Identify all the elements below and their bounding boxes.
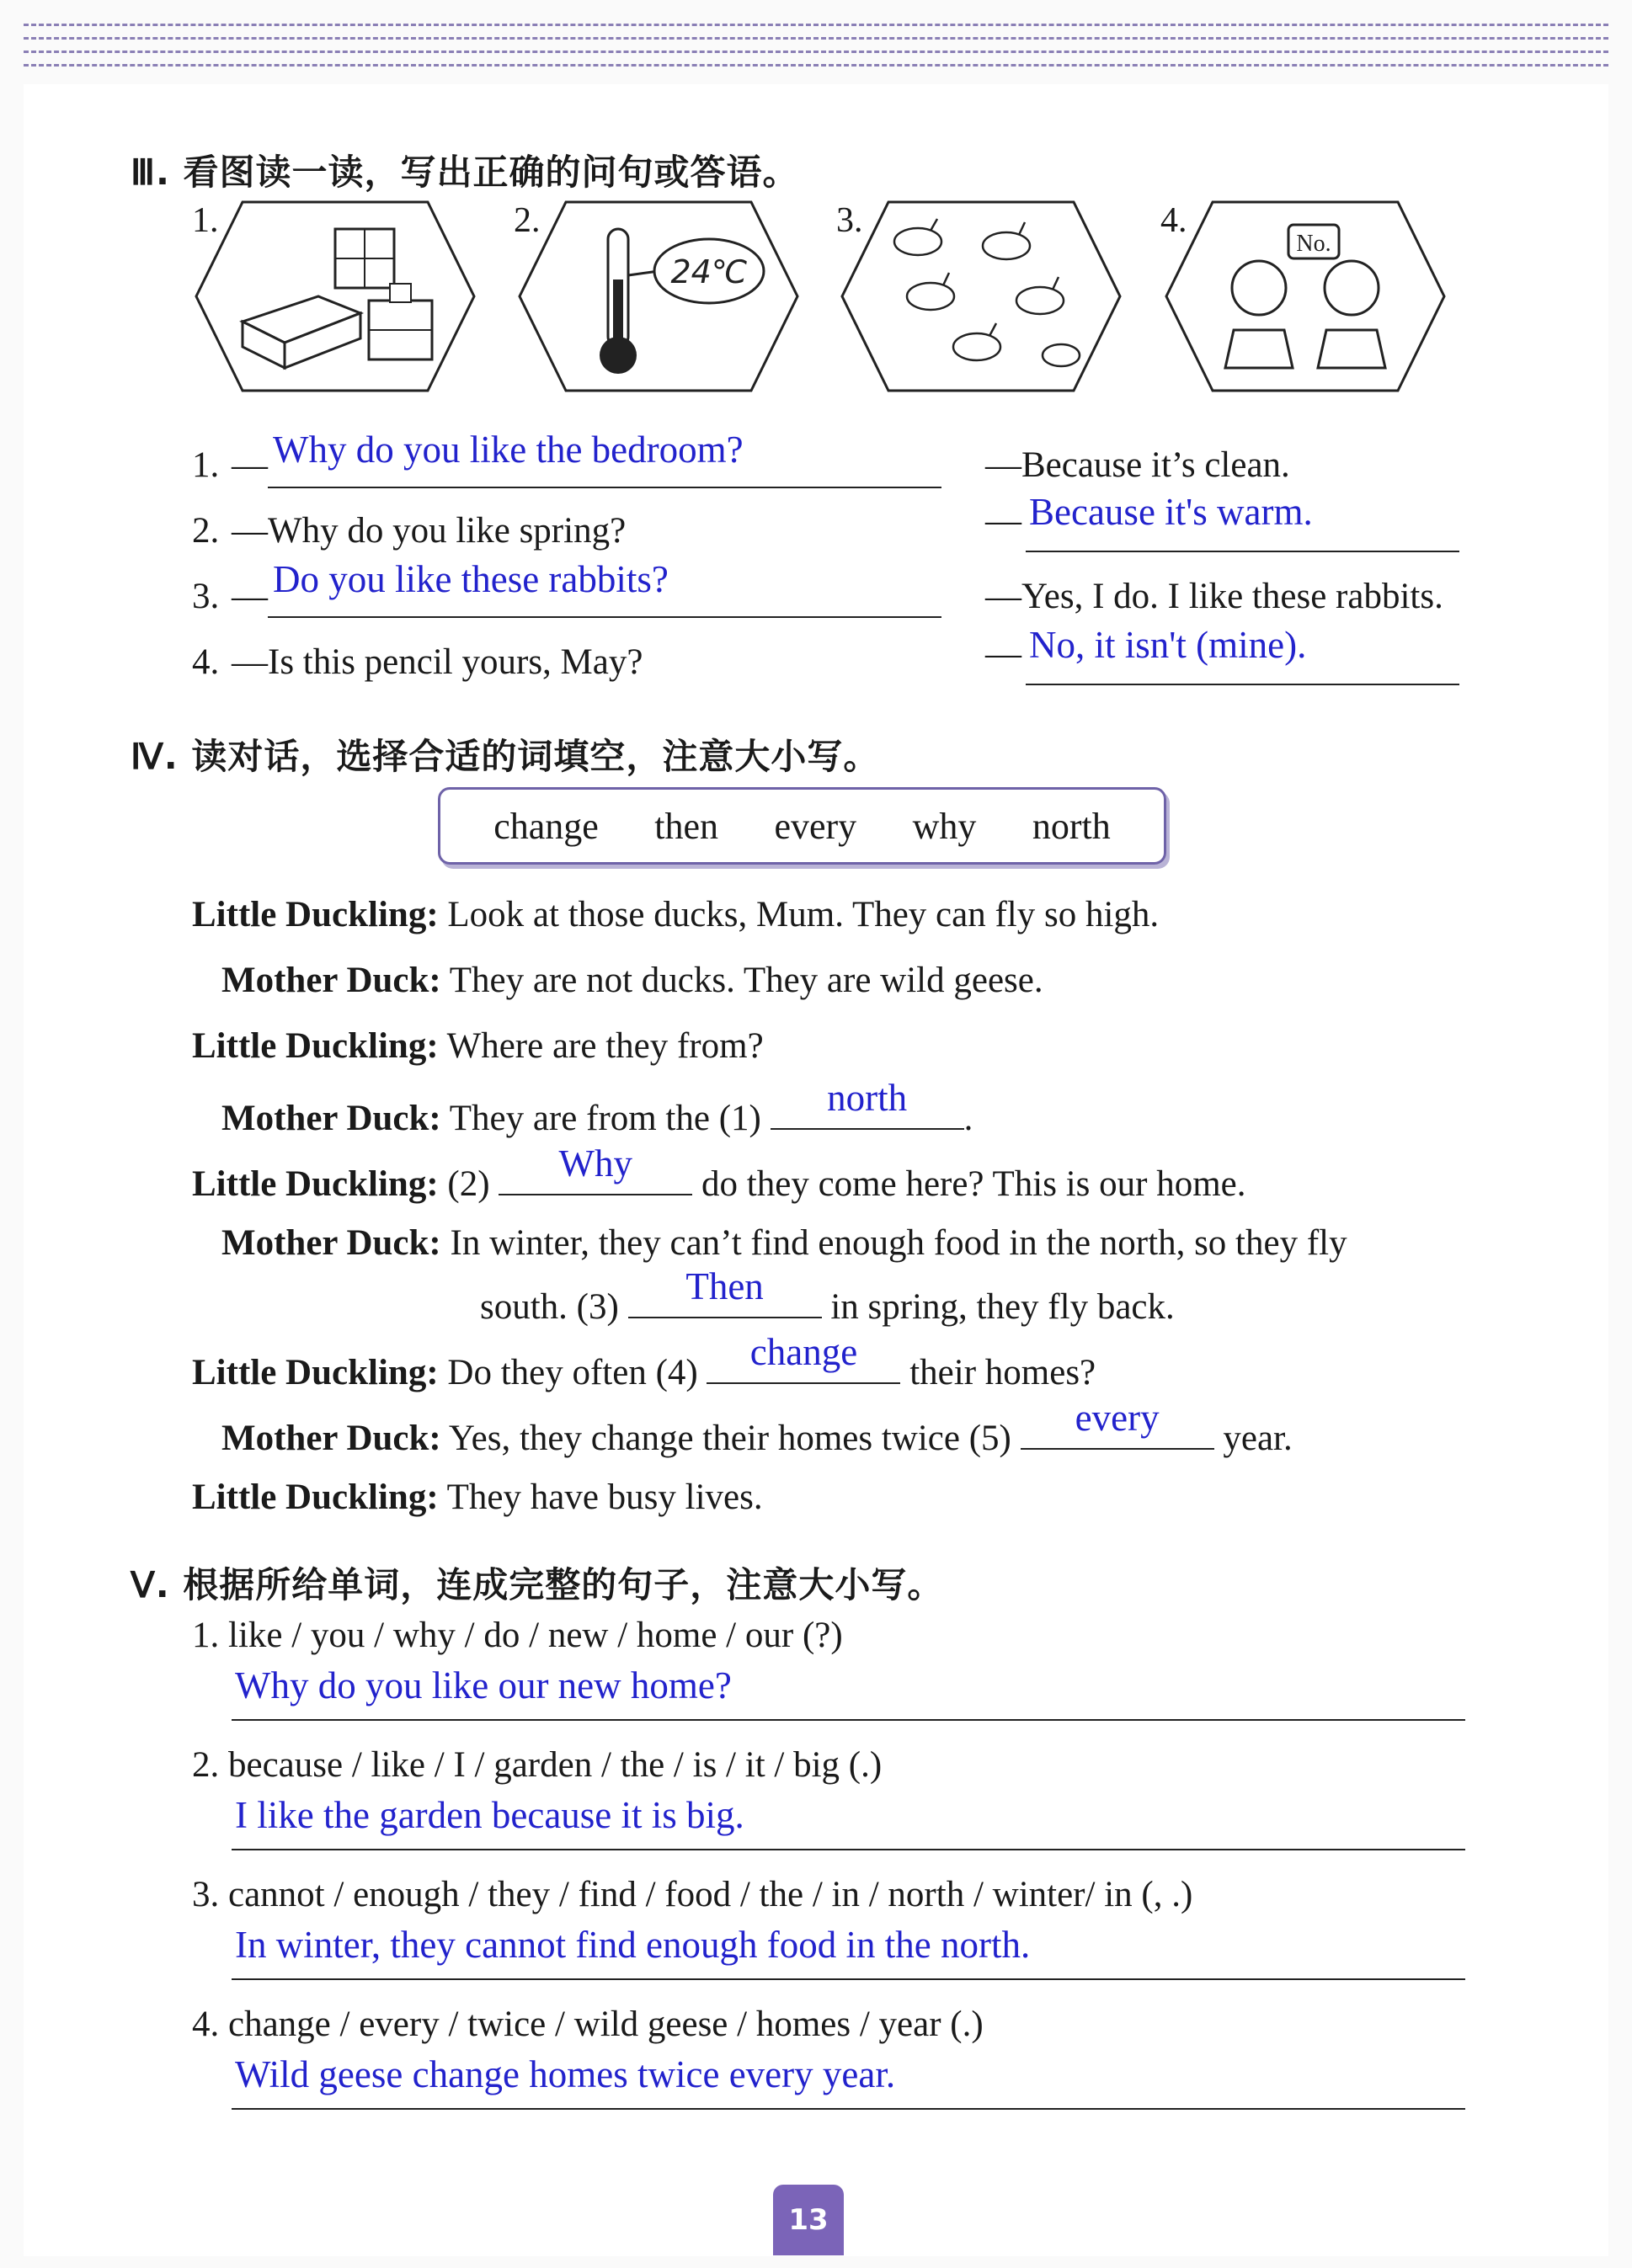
blank-5 [1021, 1397, 1214, 1450]
dialogue-text: (2) [447, 1164, 490, 1204]
q3-row2-question: —Why do you like spring? [232, 511, 627, 551]
blank-1 [771, 1077, 964, 1130]
dialogue-after: their homes? [909, 1353, 1096, 1392]
dialogue-text: Look at those ducks, Mum. They can fly so high. [447, 895, 1160, 934]
s5-item2-answer-line [232, 1790, 1465, 1850]
q3-row2-number: 2. [192, 511, 220, 551]
picture-number-3: 3. [836, 201, 863, 240]
s5-item4-answer-line [232, 2049, 1465, 2110]
dialogue-line-9 [192, 1477, 763, 1518]
q3-row4-question: —Is this pencil yours, May? [232, 642, 643, 682]
dialogue-text: They are from the (1) [449, 1099, 761, 1138]
dialogue-text: They are not ducks. They are wild geese. [449, 961, 1043, 1000]
s5-item4-prompt [192, 2004, 984, 2045]
speech-bubble-no: No. [1296, 231, 1331, 257]
q3-row1-answer-line [268, 421, 941, 488]
word-bank-then: then [654, 805, 719, 847]
q3-row3-dash: — [232, 577, 268, 616]
rabbits-picture [838, 195, 1124, 397]
s5-item3-prompt [192, 1874, 1192, 1915]
s5-item4-answer: Wild geese change homes twice every year. [235, 2053, 896, 2095]
dialogue-after: . [963, 1099, 973, 1138]
dialogue-line-6 [221, 1222, 1347, 1264]
blank-2-answer: Why [558, 1142, 633, 1185]
speaker-label: Little Duckling: [192, 1477, 439, 1517]
q3-row4-number: 4. [192, 642, 220, 682]
dialogue-line-3 [192, 1025, 764, 1067]
children-picture [1162, 195, 1448, 397]
dialogue-text: Where are they from? [446, 1026, 764, 1066]
section-3-title-text: . 看图读一读，写出正确的问句或答语。 [155, 152, 799, 193]
dialogue-text: They have busy lives. [446, 1477, 763, 1517]
s5-item3-answer: In winter, they cannot find enough food in the north. [235, 1924, 1031, 1966]
blank-3-answer: Then [685, 1265, 764, 1307]
top-dashed-border [24, 24, 1608, 71]
dialogue-line-5 [192, 1142, 1246, 1205]
q3-row2-answer-line [1026, 488, 1459, 552]
speaker-label: Little Duckling: [192, 1026, 439, 1066]
s5-item1-answer-line [232, 1660, 1465, 1721]
q3-row3-answer: Do you like these rabbits? [273, 558, 669, 600]
q3-row3-response: —Yes, I do. I like these rabbits. [985, 577, 1443, 616]
speaker-label: Mother Duck: [221, 961, 441, 1000]
speaker-label: Mother Duck: [221, 1419, 441, 1458]
section-4-title [131, 729, 879, 780]
temperature-label: 24℃ [670, 253, 748, 290]
thermometer-picture [515, 195, 802, 397]
dialogue-line-7 [192, 1331, 1096, 1393]
q3-row2-dash: — [985, 501, 1021, 540]
picture-number-2: 2. [514, 201, 541, 240]
section-3-roman: Ⅲ [131, 154, 156, 193]
section-4-title-text: . 读对话，选择合适的词填空，注意大小写。 [163, 736, 880, 777]
item-number: 1. [192, 1616, 220, 1655]
item-prompt: cannot / enough / they / find / food / the / in / north / winter/ in (, .) [228, 1875, 1193, 1914]
dialogue-line-6-continued [480, 1265, 1175, 1328]
q3-row4-answer-line [1026, 621, 1459, 685]
word-bank-box [438, 787, 1166, 865]
section-3-title [131, 145, 799, 195]
dialogue-line-1 [192, 894, 1159, 935]
section-5-roman: Ⅴ [131, 1567, 156, 1605]
word-bank-every: every [774, 805, 857, 847]
word-bank-why: why [912, 805, 977, 847]
speaker-label: Little Duckling: [192, 895, 439, 934]
s5-item2-answer: I like the garden because it is big. [235, 1794, 744, 1836]
blank-2 [499, 1142, 692, 1195]
q3-row2-answer: Because it's warm. [1029, 491, 1313, 533]
blank-4-answer: change [749, 1331, 858, 1373]
q3-row3-number: 3. [192, 577, 220, 616]
q3-row1-response: —Because it’s clean. [985, 445, 1290, 485]
q3-row3-answer-line [268, 554, 941, 618]
section-5-title-text: . 根据所给单词，连成完整的句子，注意大小写。 [155, 1564, 944, 1605]
item-number: 2. [192, 1745, 220, 1785]
item-number: 3. [192, 1875, 220, 1914]
speaker-label: Mother Duck: [221, 1099, 441, 1138]
q3-row1-number: 1. [192, 445, 220, 485]
picture-number-4: 4. [1160, 201, 1187, 240]
word-bank-change: change [493, 805, 599, 847]
dialogue-text: In winter, they can’t find enough food in the north, so they fly [450, 1223, 1347, 1263]
q3-row1-dash: — [232, 445, 268, 485]
s5-item2-prompt [192, 1744, 882, 1786]
dialogue-line-4 [221, 1077, 973, 1139]
dialogue-after: do they come here? This is our home. [701, 1164, 1246, 1204]
section-4-roman: Ⅳ [131, 738, 164, 777]
item-prompt: change / every / twice / wild geese / homes / year (.) [228, 2004, 984, 2044]
blank-5-answer: every [1075, 1397, 1160, 1439]
s5-item1-prompt [192, 1615, 843, 1656]
dialogue-text: Yes, they change their homes twice (5) [448, 1419, 1011, 1458]
bedroom-picture [192, 195, 478, 397]
speaker-label: Mother Duck: [221, 1223, 441, 1263]
item-number: 4. [192, 2004, 220, 2044]
dialogue-text: Do they often (4) [447, 1353, 698, 1392]
s5-item3-answer-line [232, 1919, 1465, 1980]
s5-item1-answer: Why do you like our new home? [235, 1664, 732, 1706]
item-prompt: because / like / I / garden / the / is / it / big (.) [228, 1745, 883, 1785]
speaker-label: Little Duckling: [192, 1164, 439, 1204]
page-number: 13 [773, 2185, 844, 2255]
dialogue-after: in spring, they fly back. [830, 1287, 1175, 1327]
q3-row4-dash: — [985, 634, 1021, 673]
picture-number-1: 1. [192, 201, 219, 240]
dialogue-line-8 [221, 1397, 1293, 1459]
word-bank-north: north [1032, 805, 1111, 847]
dialogue-text: south. (3) [480, 1287, 619, 1327]
dialogue-after: year. [1223, 1419, 1293, 1458]
speaker-label: Little Duckling: [192, 1353, 439, 1392]
blank-4 [707, 1331, 900, 1384]
dialogue-line-2 [221, 960, 1043, 1001]
item-prompt: like / you / why / do / new / home / our (?) [228, 1616, 843, 1655]
blank-1-answer: north [827, 1077, 908, 1119]
q3-row4-answer: No, it isn't (mine). [1029, 624, 1307, 666]
section-5-title [131, 1557, 943, 1608]
q3-row1-answer: Why do you like the bedroom? [273, 429, 744, 471]
blank-3 [628, 1265, 822, 1318]
